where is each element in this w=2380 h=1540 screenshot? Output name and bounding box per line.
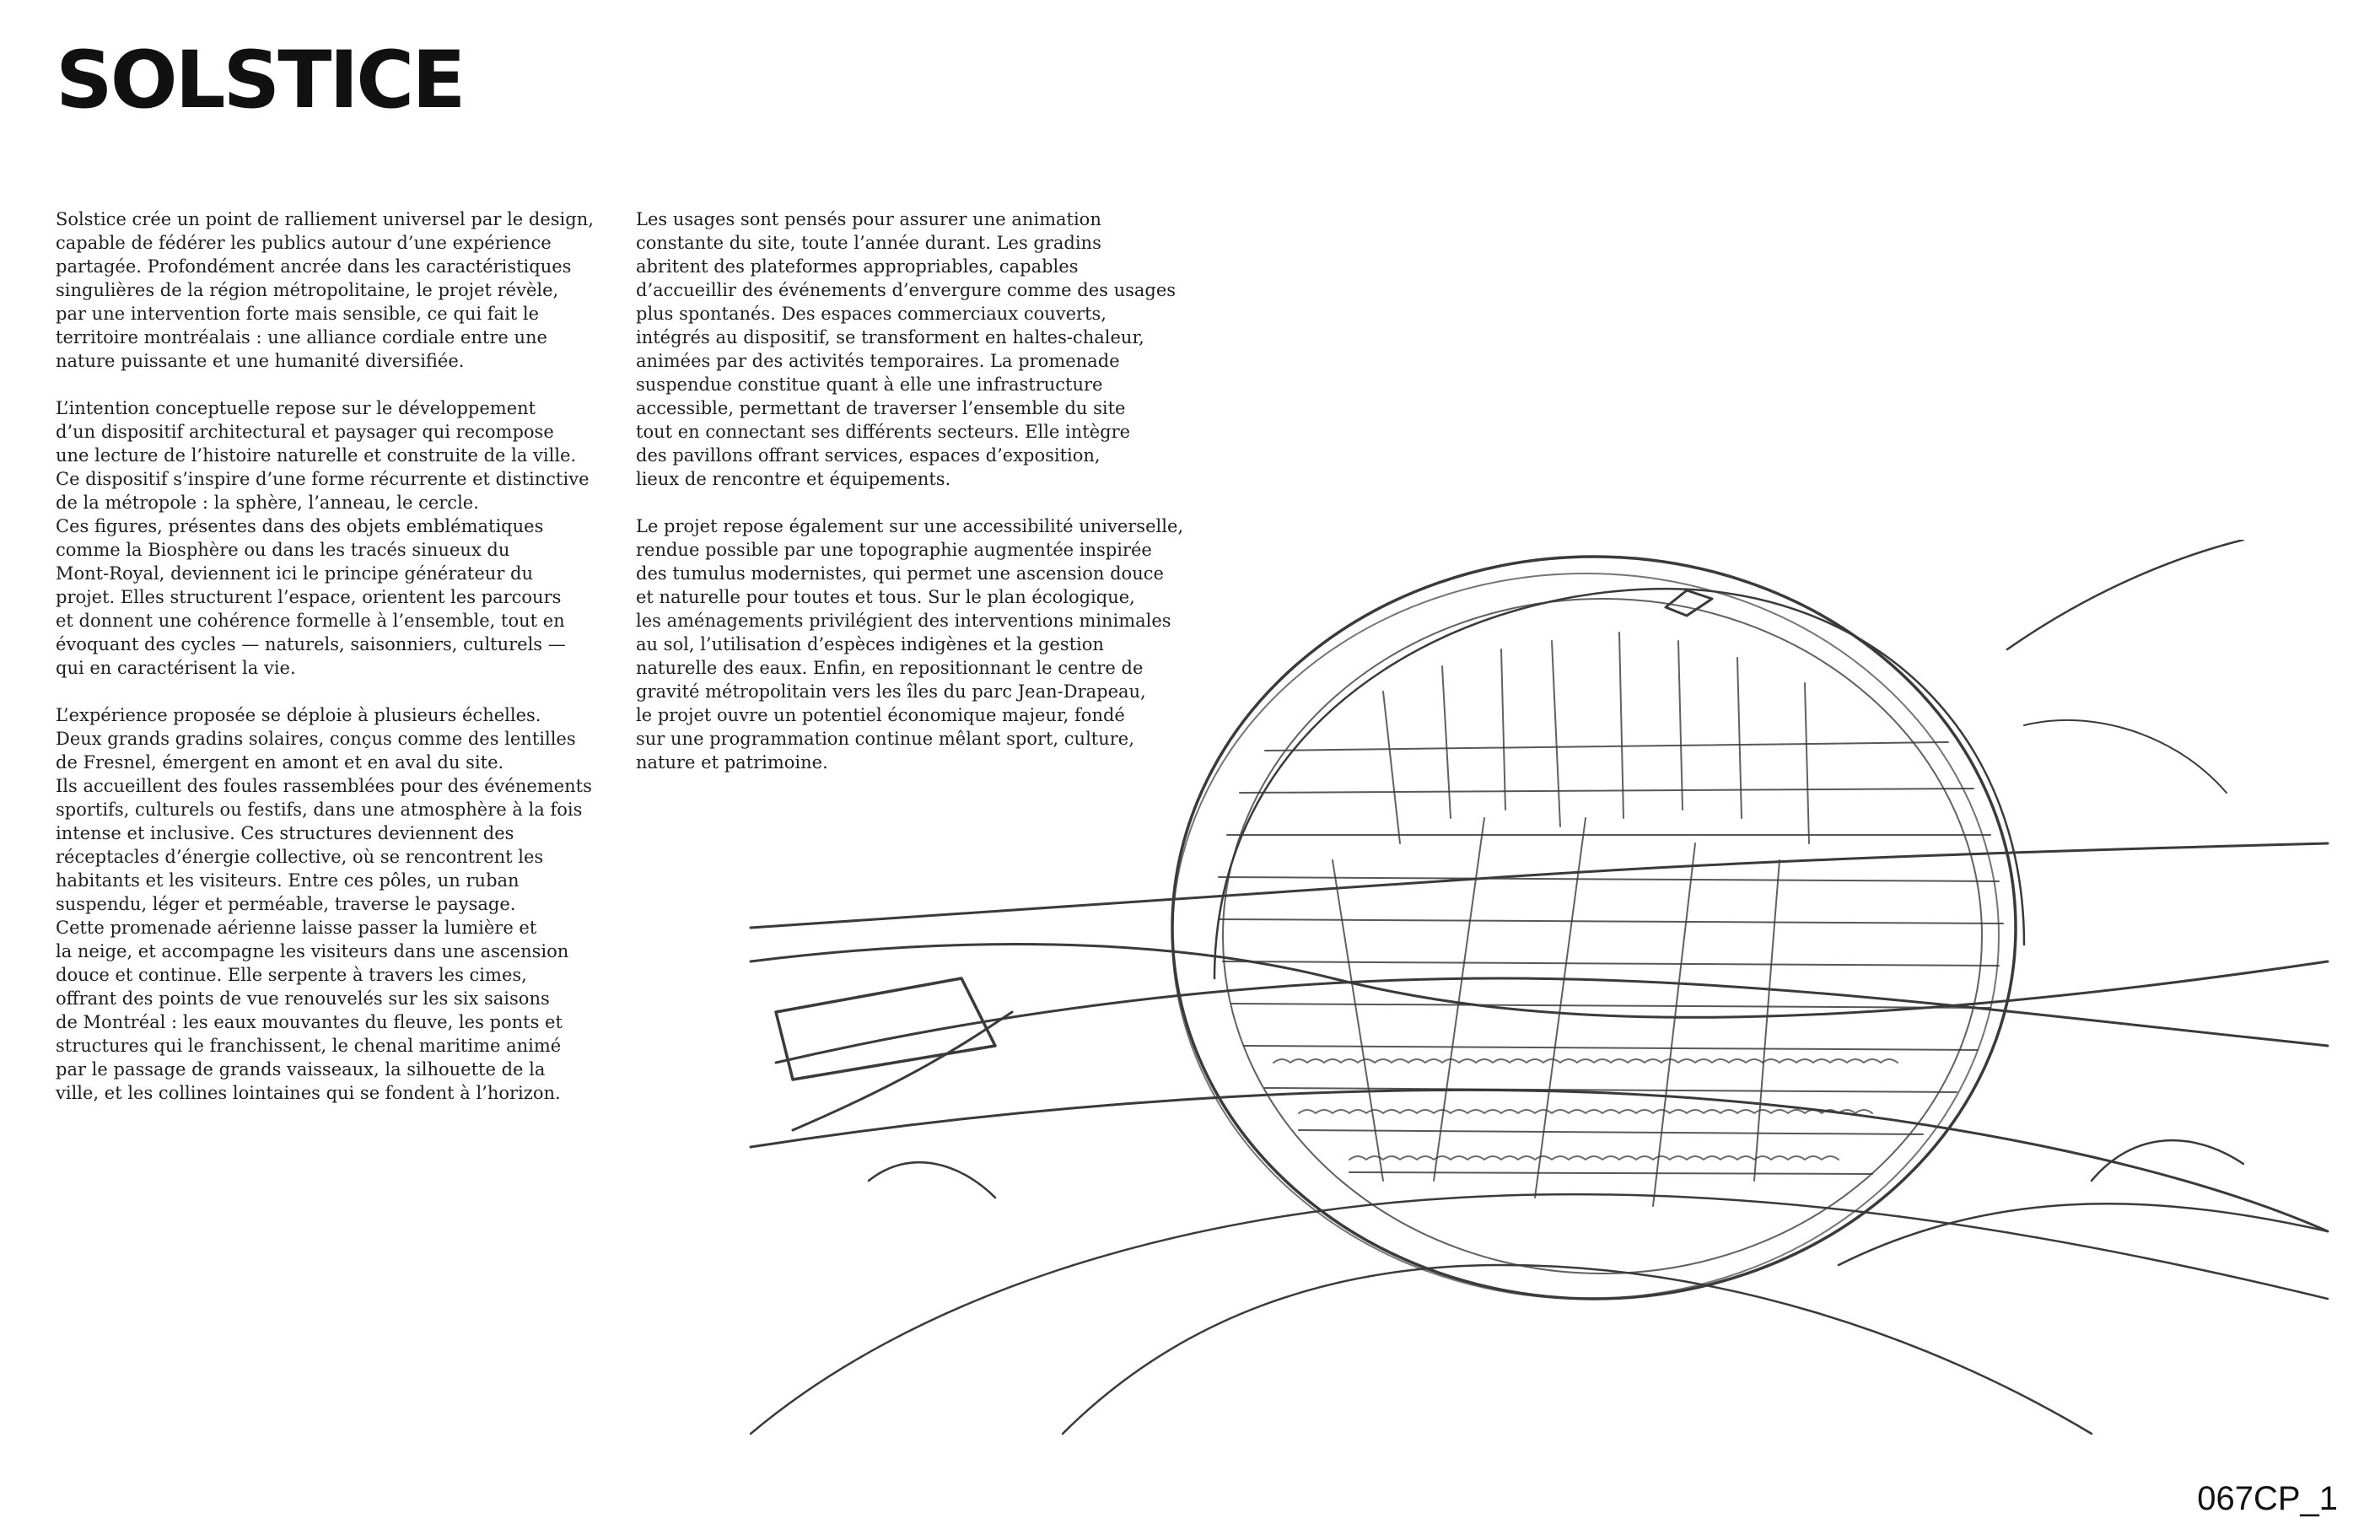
- page-title: SOLSTICE: [56, 35, 464, 127]
- page-code: 067CP_1: [2197, 1480, 2338, 1517]
- paragraph: L’expérience proposée se déploie à plusieurs échelles. Deux grands gradins solaires, conçus comme des lentilles de Fresnel, émergent en amont et en aval du site. Ils accueillent des foules rassemblées pour des événements sportifs, culturels ou festifs, dans une atmosphère à la fois intense et inclusive. Ces structures deviennent des réceptacles d’énergie collective, où se rencontrent les habitants et les visiteurs. Entre ces pôles, un ruban suspendu, léger et perméable, traverse le paysage. Cette promenade aérienne laisse passer la lumière et la neige, et accompagne les visiteurs dans une ascension douce et continue. Elle serpente à travers les cimes, offrant des points de vue renouvelés sur les six saisons de Montréal : les eaux mouvantes du fleuve, les ponts et structures qui le franchissent, le chenal maritime animé par le passage de grands vaisseaux, la silhouette de la ville, et les collines lointaines qui se fondent à l’horizon.: [56, 705, 592, 1103]
- paragraph: Le projet repose également sur une accessibilité universelle, rendue possible par une topographie augmentée inspirée des tumulus modernistes, qui permet une ascension douce et naturelle pour toutes et tous. Sur le plan écologique, les aménagements privilégient des interventions minimales au sol, l’utilisation d’espèces indigènes et la gestion naturelle des eaux. Enfin, en repositionnant le centre de gravité métropolitain vers les îles du parc Jean-Drapeau, le projet ouvre un potentiel économique majeur, fondé sur une programmation continue mêlant sport, culture, nature et patrimoine.: [636, 516, 1184, 773]
- paragraph: Solstice crée un point de ralliement universel par le design, capable de fédérer les publics autour d’une expérience partagée. Profondément ancrée dans les caractéristiques singulières de la région métropolitaine, le projet révèle, par une intervention forte mais sensible, ce qui fait le territoire montréalais : une alliance cordiale entre une nature puissante et une humanité diversifiée.: [56, 209, 594, 371]
- paragraph: L’intention conceptuelle repose sur le développement d’un dispositif architectural et paysager qui recompose une lecture de l’histoire naturelle et construite de la ville. Ce dispositif s’inspire d’une forme récurrente et distinctive de la métropole : la sphère, l’anneau, le cercle. Ces figures, présentes dans des objets emblématiques comme la Biosphère ou dans les tracés sinueux du Mont-Royal, deviennent ici le principe générateur du projet. Elles structurent l’espace, orientent les parcours et donnent une cohérence formelle à l’ensemble, tout en évoquant des cycles — naturels, saisonniers, culturels — qui en caractérisent la vie.: [56, 398, 590, 678]
- paragraph: Les usages sont pensés pour assurer une animation constante du site, toute l’année durant. Les gradins abritent des plateformes appropriables, capables d’accueillir des événements d’envergure comme des usages plus spontanés. Des espaces commerciaux couverts, intégrés au dispositif, se transforment en haltes-chaleur, animées par des activités temporaires. La promenade suspendue constitue quant à elle une infrastructure accessible, permettant de traverser l’ensemble du site tout en connectant ses différents secteurs. Elle intègre des pavillons offrant services, espaces d’exposition, lieux de rencontre et équipements.: [636, 209, 1177, 489]
- text-column-left: [56, 207, 629, 1128]
- sphere-sketch-illustration: [742, 540, 2345, 1451]
